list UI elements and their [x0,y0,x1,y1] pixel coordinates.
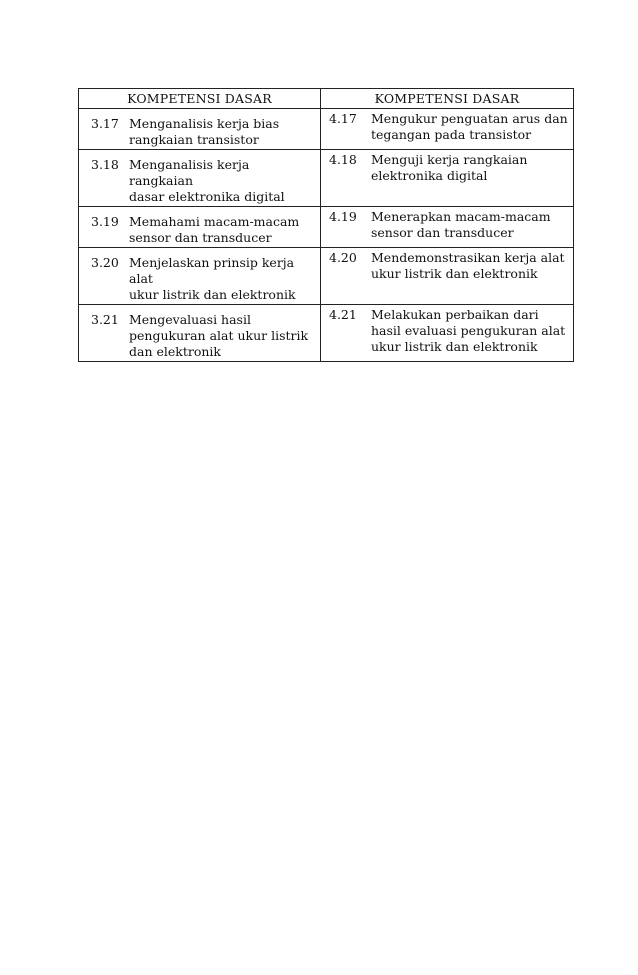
cell-left [79,109,321,150]
table-row [79,150,574,207]
competency-number: 3.21 [91,312,119,327]
competency-number: 4.17 [329,111,357,126]
competency-text: Menerapkan macam-macam sensor dan transducer [371,209,551,240]
cell-right [321,207,574,248]
cell-left [79,150,321,207]
kompetensi-dasar-table [78,88,574,362]
competency-text: Mengukur penguatan arus dan tegangan pada transistor [371,111,568,142]
cell-right [321,109,574,150]
cell-left [79,207,321,248]
table-row [79,305,574,362]
header-left: KOMPETENSI DASAR [79,89,321,109]
table-row [79,248,574,305]
competency-number: 3.18 [91,157,119,172]
competency-text: Mengevaluasi hasil pengukuran alat ukur listrik dan elektronik [129,312,309,359]
competency-text: Menguji kerja rangkaian elektronika digital [371,152,528,183]
cell-right [321,150,574,207]
competency-number: 4.20 [329,250,357,265]
competency-text: Menganalisis kerja rangkaian dasar elektronika digital [129,157,285,204]
competency-number: 4.19 [329,209,357,224]
competency-number: 4.21 [329,307,357,322]
cell-right [321,248,574,305]
competency-text: Menjelaskan prinsip kerja alat ukur listrik dan elektronik [129,255,296,302]
competency-text: Memahami macam-macam sensor dan transducer [129,214,300,245]
competency-text: Menganalisis kerja bias rangkaian transistor [129,116,280,147]
table-row [79,109,574,150]
cell-left [79,305,321,362]
header-right: KOMPETENSI DASAR [321,89,574,109]
competency-text: Melakukan perbaikan dari hasil evaluasi pengukuran alat ukur listrik dan elektronik [371,307,566,354]
competency-number: 3.17 [91,116,119,131]
table-header-row [79,89,574,109]
competency-number: 4.18 [329,152,357,167]
competency-number: 3.19 [91,214,119,229]
cell-right [321,305,574,362]
competency-text: Mendemonstrasikan kerja alat ukur listrik dan elektronik [371,250,565,281]
cell-left [79,248,321,305]
competency-number: 3.20 [91,255,119,270]
table-row [79,207,574,248]
